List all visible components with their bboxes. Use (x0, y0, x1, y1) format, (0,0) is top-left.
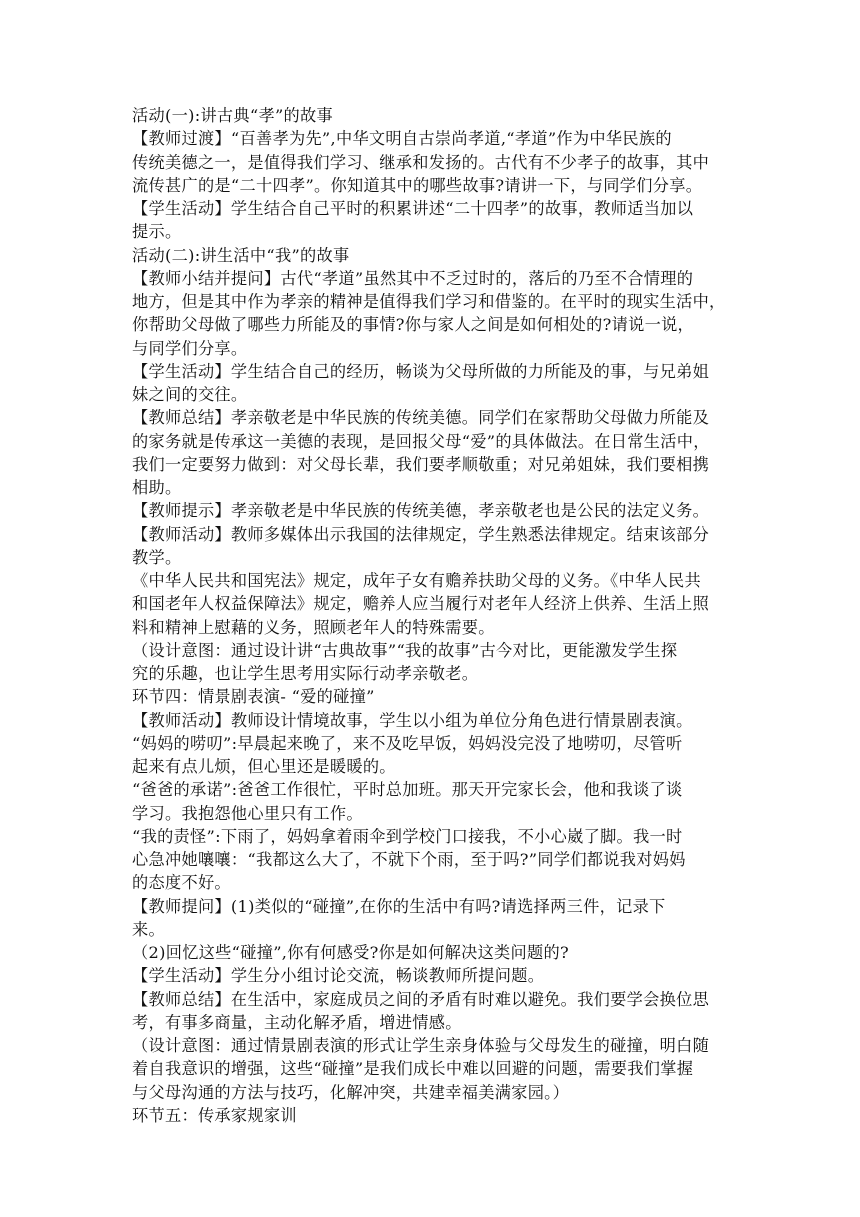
paragraph-line: 流传甚广的是“二十四孝”。你知道其中的哪些故事?请讲一下，与同学们分享。 (132, 175, 703, 195)
paragraph-line: 地方，但是其中作为孝亲的精神是值得我们学习和借鉴的。在平时的现实生活中， (132, 292, 726, 311)
paragraph-line: 考，有事多商量，主动化解矛盾，增进情感。 (132, 1012, 462, 1032)
paragraph-line: 你帮助父母做了哪些力所能及的事情?你与家人之间是如何相处的?请说一说， (132, 315, 695, 335)
heading-section-4: 环节四：情景剧表演- “爱的碰撞” (132, 687, 375, 707)
paragraph-line: 料和精神上慰藉的义务，照顾老年人的特殊需要。 (132, 617, 495, 637)
paragraph-line: 【教师过渡】“百善孝为先”,中华文明自古崇尚孝道,“孝道”作为中华民族的 (132, 129, 672, 149)
paragraph-line: 我们一定要努力做到：对父母长辈，我们要孝顺敬重；对兄弟姐妹，我们要相携 (132, 454, 710, 474)
paragraph-line: “妈妈的唠叨”:早晨起来晚了，来不及吃早饭，妈妈没完没了地唠叨，尽管听 (132, 733, 683, 753)
paragraph-line: 【教师总结】孝亲敬老是中华民族的传统美德。同学们在家帮助父母做力所能及 (132, 408, 710, 428)
paragraph-line: 的家务就是传承这一美德的表现，是回报父母“爱”的具体做法。在日常生活中， (132, 431, 710, 451)
paragraph-line: 心急冲她嚷嚷：“我都这么大了，不就下个雨，至于吗?”同学们都说我对妈妈 (132, 850, 686, 869)
paragraph-line: 起来有点儿烦，但心里还是暖暖的。 (132, 757, 396, 776)
paragraph-line: 相助。 (132, 478, 182, 497)
paragraph-line: 【学生活动】学生结合自己平时的积累讲述“二十四孝”的故事，教师适当加以 (132, 199, 694, 218)
paragraph-line: 【学生活动】学生分小组讨论交流，畅谈教师所提问题。 (132, 966, 545, 986)
heading-section-5: 环节五：传承家规家训 (132, 1105, 297, 1125)
paragraph-line: 【教师小结并提问】古代“孝道”虽然其中不乏过时的，落后的乃至不合情理的 (132, 268, 694, 288)
paragraph-line: 【教师活动】教师多媒体出示我国的法律规定，学生熟悉法律规定。结束该部分 (132, 524, 710, 544)
paragraph-line: 教学。 (132, 547, 182, 567)
paragraph-line: “爸爸的承诺”:爸爸工作很忙，平时总加班。那天开完家长会，他和我谈了谈 (132, 780, 683, 800)
paragraph-line: 究的乐趣，也让学生思考用实际行动孝亲敬老。 (132, 664, 479, 683)
document-page (132, 104, 732, 1127)
paragraph-line: 学习。我抱怨他心里只有工作。 (132, 803, 363, 823)
paragraph-line: 【教师总结】在生活中，家庭成员之间的矛盾有时难以避免。我们要学会换位思 (132, 989, 710, 1009)
paragraph-line: 和国老年人权益保障法》规定，赡养人应当履行对老年人经济上供养、生活上照 (132, 594, 710, 614)
heading-activity-1: 活动(一):讲古典“孝”的故事 (132, 106, 334, 125)
paragraph-line: 【教师活动】教师设计情境故事，学生以小组为单位分角色进行情景剧表演。 (132, 710, 693, 730)
paragraph-line: “我的责怪”:下雨了，妈妈拿着雨伞到学校门口接我，不小心崴了脚。我一时 (132, 826, 683, 846)
paragraph-line: 与同学们分享。 (132, 338, 248, 358)
paragraph-line: 提示。 (132, 222, 182, 242)
paragraph-line: 传统美德之一，是值得我们学习、继承和发扬的。古代有不少孝子的故事，其中 (132, 152, 710, 172)
paragraph-line: （设计意图：通过设计讲“古典故事”“我的故事”古今对比，更能激发学生探 (132, 640, 678, 660)
paragraph-line: 【教师提问】(1)类似的“碰撞”,在你的生活中有吗?请选择两三件，记录下 (132, 896, 666, 916)
paragraph-line: 来。 (132, 919, 165, 939)
paragraph-line: 妹之间的交往。 (132, 385, 248, 404)
paragraph-line: 【教师提示】孝亲敬老是中华民族的传统美德，孝亲敬老也是公民的法定义务。 (132, 501, 710, 521)
paragraph-line: 着自我意识的增强，这些“碰撞”是我们成长中难以回避的问题，需要我们掌握 (132, 1059, 694, 1079)
paragraph-line: 【学生活动】学生结合自己的经历，畅谈为父母所做的力所能及的事，与兄弟姐 (132, 361, 710, 381)
paragraph-line: （2)回忆这些“碰撞”,你有何感受?你是如何解决这类问题的? (132, 943, 569, 962)
paragraph-line: 《中华人民共和国宪法》规定，成年子女有赡养扶助父母的义务。《中华人民共 (132, 571, 701, 590)
paragraph-line: 与父母沟通的方法与技巧，化解冲突，共建幸福美满家园。） (132, 1082, 570, 1102)
heading-activity-2: 活动(二):讲生活中“我”的故事 (132, 245, 350, 265)
paragraph-line: （设计意图：通过情景剧表演的形式让学生亲身体验与父母发生的碰撞，明白随 (132, 1036, 710, 1055)
paragraph-line: 的态度不好。 (132, 873, 231, 893)
